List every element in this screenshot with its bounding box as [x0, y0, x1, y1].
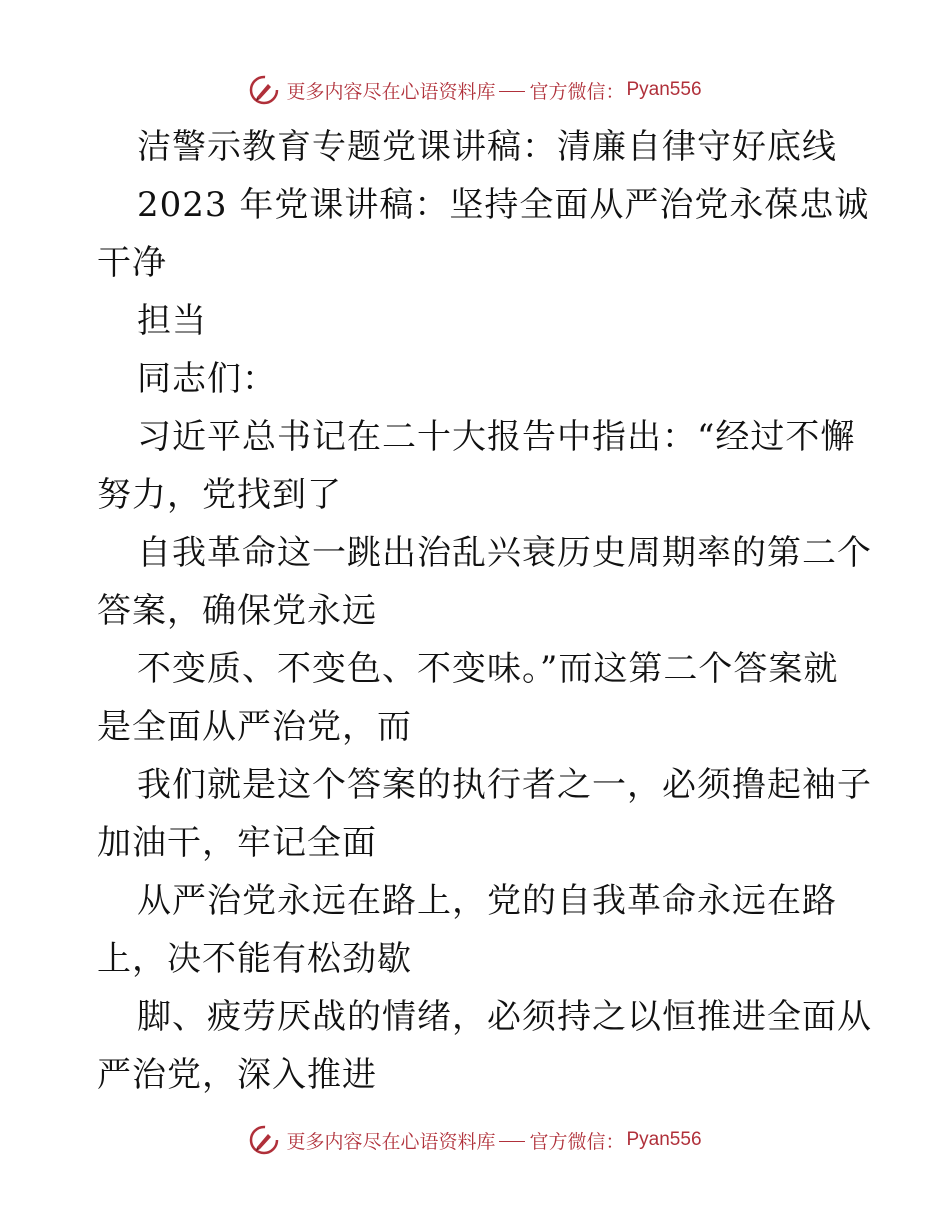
- text-line: 不变质、不变色、不变味。”而这第二个答案就: [137, 649, 839, 689]
- header-banner: [0, 70, 950, 110]
- text-line: 担当: [137, 301, 207, 341]
- text-line: 上，决不能有松劲歇: [97, 939, 412, 979]
- banner-wechat-id: Pyan556: [626, 79, 702, 100]
- banner-wechat-label: 官方微信：: [529, 80, 625, 103]
- banner-wechat-id: Pyan556: [626, 1129, 702, 1150]
- banner-text: 更多内容尽在心语资料库: [286, 80, 496, 103]
- document-body: [97, 118, 872, 1104]
- banner-text: 更多内容尽在心语资料库: [286, 1130, 496, 1153]
- pen-logo-icon: [248, 1124, 280, 1156]
- text-line: 加油干，牢记全面: [97, 823, 377, 863]
- banner-dash: [499, 1141, 525, 1142]
- text-line: 严治党，深入推进: [97, 1055, 377, 1095]
- text-line: 答案，确保党永远: [97, 591, 377, 631]
- text-line: 努力，党找到了: [97, 475, 342, 515]
- banner-wechat-label: 官方微信：: [529, 1130, 625, 1153]
- text-line: 洁警示教育专题党课讲稿：清廉自律守好底线: [137, 127, 837, 167]
- text-line: 是全面从严治党，而: [97, 707, 412, 747]
- text-line: 从严治党永远在路上，党的自我革命永远在路: [137, 881, 837, 921]
- pen-logo-icon: [248, 74, 280, 106]
- text-line: 干净: [97, 243, 167, 283]
- banner-dash: [499, 91, 525, 92]
- text-line: 脚、疲劳厌战的情绪，必须持之以恒推进全面从: [137, 997, 872, 1037]
- text-line: 我们就是这个答案的执行者之一，必须撸起袖子: [137, 765, 872, 805]
- text-line: 习近平总书记在二十大报告中指出：“经过不懈: [137, 417, 856, 457]
- text-line: 2023 年党课讲稿：坚持全面从严治党永葆忠诚: [137, 185, 870, 225]
- text-line: 同志们：: [137, 359, 277, 399]
- footer-banner: [0, 1120, 950, 1160]
- text-line: 自我革命这一跳出治乱兴衰历史周期率的第二个: [137, 533, 872, 573]
